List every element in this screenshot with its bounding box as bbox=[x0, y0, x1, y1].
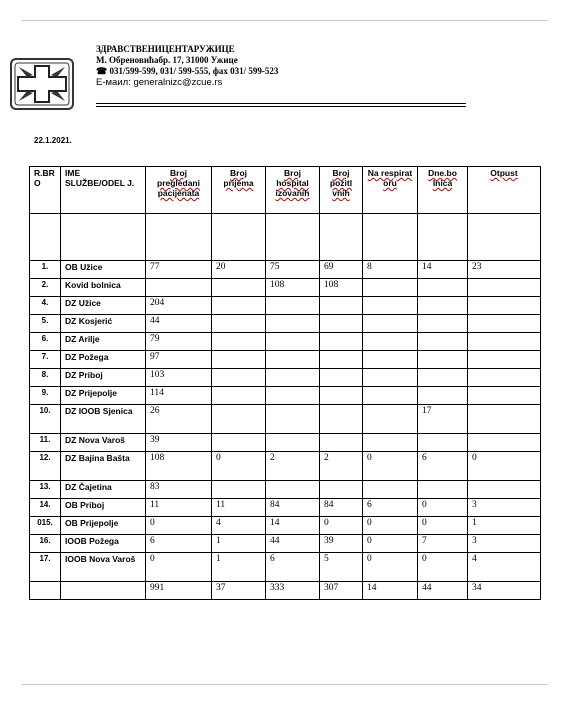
col-header-respirator: Na respirat oru bbox=[363, 167, 418, 214]
cell-service-name: OB Užice bbox=[61, 261, 146, 279]
org-address: М. Обреновићабр. 17, 31000 Ужице bbox=[96, 55, 238, 65]
cell-rbr bbox=[30, 582, 61, 600]
org-phones: ☎ 031/599-599, 031/ 599-555, фах 031/ 599-523 bbox=[96, 66, 279, 76]
org-name: ЗДРАВСТВЕНИЦЕНТАРУЖИЦЕ bbox=[96, 44, 235, 54]
cell-value: 39 bbox=[146, 434, 212, 452]
cell-value bbox=[212, 351, 266, 369]
cell-value: 97 bbox=[146, 351, 212, 369]
cell-value: 307 bbox=[320, 582, 363, 600]
cell-value: 991 bbox=[146, 582, 212, 600]
cell-service-name: DZ Prijepolje bbox=[61, 387, 146, 405]
cell-value bbox=[212, 405, 266, 434]
cell-service-name: Kovid bolnica bbox=[61, 279, 146, 297]
cell-value: 1 bbox=[212, 553, 266, 582]
cell-value: 83 bbox=[146, 481, 212, 499]
col-header-hospitalized: Broj hospital izovanih bbox=[266, 167, 320, 214]
cell-value bbox=[363, 405, 418, 434]
table-row bbox=[30, 315, 541, 333]
cell-value bbox=[320, 387, 363, 405]
cell-service-name: DZ Požega bbox=[61, 351, 146, 369]
cell-value bbox=[468, 434, 541, 452]
cell-value bbox=[468, 387, 541, 405]
col-header-positive: Broj pozitl vnih bbox=[320, 167, 363, 214]
cell-value bbox=[320, 315, 363, 333]
cell-value: 1 bbox=[468, 517, 541, 535]
cell-service-name bbox=[61, 214, 146, 261]
cell-value bbox=[320, 434, 363, 452]
cell-service-name: DZ Bajina Bašta bbox=[61, 452, 146, 481]
cell-value: 84 bbox=[266, 499, 320, 517]
cell-value bbox=[418, 481, 468, 499]
cell-value: 44 bbox=[146, 315, 212, 333]
cell-value: 79 bbox=[146, 333, 212, 351]
cell-value bbox=[212, 214, 266, 261]
cell-value bbox=[266, 369, 320, 387]
cell-value: 1 bbox=[212, 535, 266, 553]
cell-value: 0 bbox=[418, 517, 468, 535]
cell-value bbox=[468, 333, 541, 351]
cell-value: 8 bbox=[363, 261, 418, 279]
letterhead-rule-top bbox=[96, 103, 466, 104]
cell-value: 0 bbox=[363, 517, 418, 535]
cell-value: 11 bbox=[212, 499, 266, 517]
cell-value: 0 bbox=[468, 452, 541, 481]
col-header-admissions: Broj prijema bbox=[212, 167, 266, 214]
table-row bbox=[30, 333, 541, 351]
cell-value: 23 bbox=[468, 261, 541, 279]
table-row bbox=[30, 297, 541, 315]
cell-value: 103 bbox=[146, 369, 212, 387]
cell-value: 17 bbox=[418, 405, 468, 434]
table-total-row bbox=[30, 582, 541, 600]
cell-value bbox=[363, 315, 418, 333]
cell-value: 0 bbox=[212, 452, 266, 481]
cell-value: 3 bbox=[468, 535, 541, 553]
cell-value bbox=[418, 297, 468, 315]
cell-value: 77 bbox=[146, 261, 212, 279]
cell-service-name: DZ Užice bbox=[61, 297, 146, 315]
cell-value: 6 bbox=[363, 499, 418, 517]
table-row bbox=[30, 387, 541, 405]
report-table bbox=[29, 166, 541, 600]
cell-value bbox=[266, 297, 320, 315]
cell-value: 0 bbox=[146, 553, 212, 582]
report-date: 22.1.2021. bbox=[34, 136, 72, 145]
cell-value: 0 bbox=[320, 517, 363, 535]
table-header-row bbox=[30, 167, 541, 214]
cell-value: 11 bbox=[146, 499, 212, 517]
cell-value: 2 bbox=[320, 452, 363, 481]
table-row bbox=[30, 481, 541, 499]
cell-value bbox=[266, 214, 320, 261]
cell-rbr: 1. bbox=[30, 261, 61, 279]
cell-value bbox=[320, 297, 363, 315]
cell-value bbox=[266, 405, 320, 434]
cell-value bbox=[212, 481, 266, 499]
col-header-examined: Broj pregledani pacijenata bbox=[146, 167, 212, 214]
cell-rbr: 9. bbox=[30, 387, 61, 405]
cell-value: 26 bbox=[146, 405, 212, 434]
table-row bbox=[30, 261, 541, 279]
cell-service-name: OB Prijepolje bbox=[61, 517, 146, 535]
page-top-border bbox=[22, 20, 548, 21]
table-row bbox=[30, 405, 541, 434]
cell-value bbox=[468, 351, 541, 369]
cell-value bbox=[212, 279, 266, 297]
cell-value: 0 bbox=[363, 452, 418, 481]
cell-value: 14 bbox=[418, 261, 468, 279]
cell-value: 20 bbox=[212, 261, 266, 279]
table-row bbox=[30, 279, 541, 297]
cell-value bbox=[212, 315, 266, 333]
cell-value bbox=[266, 434, 320, 452]
cell-value bbox=[418, 369, 468, 387]
cell-value: 6 bbox=[418, 452, 468, 481]
cell-value: 0 bbox=[363, 553, 418, 582]
cell-value: 6 bbox=[146, 535, 212, 553]
cell-value: 4 bbox=[212, 517, 266, 535]
cell-value bbox=[363, 214, 418, 261]
cell-value: 0 bbox=[363, 535, 418, 553]
cell-value: 108 bbox=[320, 279, 363, 297]
cell-value bbox=[363, 333, 418, 351]
cell-value bbox=[146, 214, 212, 261]
cell-value bbox=[418, 387, 468, 405]
cell-value bbox=[212, 369, 266, 387]
cell-service-name: DZ Kosjerić bbox=[61, 315, 146, 333]
cell-value: 3 bbox=[468, 499, 541, 517]
col-header-rbr: R.BR O bbox=[30, 167, 61, 214]
table-row bbox=[30, 553, 541, 582]
cell-value bbox=[320, 333, 363, 351]
cell-value bbox=[266, 481, 320, 499]
cell-rbr: 16. bbox=[30, 535, 61, 553]
table-row bbox=[30, 351, 541, 369]
cell-value: 2 bbox=[266, 452, 320, 481]
cell-value: 5 bbox=[320, 553, 363, 582]
cell-value: 14 bbox=[363, 582, 418, 600]
cell-value: 69 bbox=[320, 261, 363, 279]
cell-service-name: DZ Priboj bbox=[61, 369, 146, 387]
cell-value: 108 bbox=[266, 279, 320, 297]
cell-value bbox=[212, 333, 266, 351]
cell-service-name: DZ Čajetina bbox=[61, 481, 146, 499]
cell-value bbox=[320, 351, 363, 369]
cell-value: 37 bbox=[212, 582, 266, 600]
cell-value bbox=[418, 434, 468, 452]
col-header-discharge: Otpust bbox=[468, 167, 541, 214]
cell-value bbox=[363, 481, 418, 499]
cell-value: 44 bbox=[418, 582, 468, 600]
cell-value bbox=[212, 387, 266, 405]
cell-value bbox=[468, 405, 541, 434]
cell-value: 75 bbox=[266, 261, 320, 279]
cell-value: 14 bbox=[266, 517, 320, 535]
cell-value bbox=[418, 315, 468, 333]
cell-value: 114 bbox=[146, 387, 212, 405]
table-row bbox=[30, 517, 541, 535]
cell-rbr: 12. bbox=[30, 452, 61, 481]
table-row bbox=[30, 434, 541, 452]
cell-rbr: 8. bbox=[30, 369, 61, 387]
cell-value: 0 bbox=[418, 499, 468, 517]
cell-value: 333 bbox=[266, 582, 320, 600]
cell-value: 6 bbox=[266, 553, 320, 582]
cell-value bbox=[468, 279, 541, 297]
cell-value: 108 bbox=[146, 452, 212, 481]
table-row bbox=[30, 369, 541, 387]
cell-service-name: DZ Nova Varoš bbox=[61, 434, 146, 452]
cell-value bbox=[320, 481, 363, 499]
cell-value: 0 bbox=[146, 517, 212, 535]
table-blank-row bbox=[30, 214, 541, 261]
cell-value: 0 bbox=[418, 553, 468, 582]
cell-rbr: 14. bbox=[30, 499, 61, 517]
cell-value bbox=[418, 333, 468, 351]
cell-rbr: 5. bbox=[30, 315, 61, 333]
cell-rbr: 7. bbox=[30, 351, 61, 369]
cell-rbr: 2. bbox=[30, 279, 61, 297]
cell-rbr: 6. bbox=[30, 333, 61, 351]
cell-service-name: IOOB Požega bbox=[61, 535, 146, 553]
cell-value bbox=[468, 214, 541, 261]
cell-value: 34 bbox=[468, 582, 541, 600]
cell-value: 84 bbox=[320, 499, 363, 517]
cell-value bbox=[363, 279, 418, 297]
cell-value bbox=[320, 369, 363, 387]
cell-rbr: 13. bbox=[30, 481, 61, 499]
health-center-logo-icon bbox=[10, 58, 74, 110]
cell-value bbox=[468, 297, 541, 315]
cell-rbr: 4. bbox=[30, 297, 61, 315]
cell-value bbox=[363, 434, 418, 452]
cell-value bbox=[266, 351, 320, 369]
cell-value: 4 bbox=[468, 553, 541, 582]
cell-service-name: IOOB Nova Varoš bbox=[61, 553, 146, 582]
cell-rbr: 11. bbox=[30, 434, 61, 452]
cell-value bbox=[212, 434, 266, 452]
cell-rbr: 17. bbox=[30, 553, 61, 582]
cell-value bbox=[363, 351, 418, 369]
col-header-day-hospital: Dne.bo lnica bbox=[418, 167, 468, 214]
cell-value bbox=[418, 279, 468, 297]
cell-service-name: DZ Arilje bbox=[61, 333, 146, 351]
table-row bbox=[30, 535, 541, 553]
cell-value: 44 bbox=[266, 535, 320, 553]
cell-value bbox=[320, 405, 363, 434]
cell-rbr bbox=[30, 214, 61, 261]
org-email: Е-маил: generalnizc@zcue.rs bbox=[96, 77, 223, 88]
cell-value bbox=[146, 279, 212, 297]
col-header-service: IME SLUŽBE/ODEL J. bbox=[61, 167, 146, 214]
cell-value bbox=[266, 315, 320, 333]
cell-service-name: OB Priboj bbox=[61, 499, 146, 517]
cell-service-name: DZ IOOB Sjenica bbox=[61, 405, 146, 434]
cell-value bbox=[363, 369, 418, 387]
cell-value bbox=[212, 297, 266, 315]
cell-value: 204 bbox=[146, 297, 212, 315]
cell-value bbox=[320, 214, 363, 261]
cell-value bbox=[266, 333, 320, 351]
cell-value bbox=[468, 481, 541, 499]
page-bottom-border bbox=[22, 684, 548, 685]
table-row bbox=[30, 452, 541, 481]
cell-service-name bbox=[61, 582, 146, 600]
cell-value bbox=[363, 387, 418, 405]
cell-value bbox=[418, 214, 468, 261]
cell-rbr: 015. bbox=[30, 517, 61, 535]
cell-value bbox=[418, 351, 468, 369]
cell-value bbox=[468, 369, 541, 387]
cell-value: 39 bbox=[320, 535, 363, 553]
table-row bbox=[30, 499, 541, 517]
letterhead bbox=[96, 44, 278, 88]
cell-value bbox=[266, 387, 320, 405]
cell-rbr: 10. bbox=[30, 405, 61, 434]
cell-value: 7 bbox=[418, 535, 468, 553]
cell-value bbox=[468, 315, 541, 333]
cell-value bbox=[363, 297, 418, 315]
letterhead-rule-bottom bbox=[96, 106, 466, 107]
